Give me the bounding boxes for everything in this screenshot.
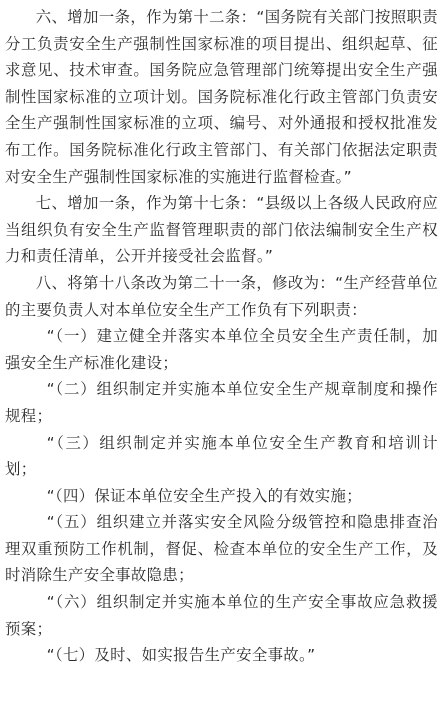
list-item-duty-2: “（二）组织制定并实施本单位安全生产规章制度和操作规程； — [5, 380, 438, 425]
paragraph-article-8: 八、将第十八条改为第二十一条，修改为：“生产经营单位的主要负责人对本单位安全生产工作负有下列职责： — [5, 273, 438, 319]
list-item-duty-1: “（一）建立健全并落实本单位全员安全生产责任制，加强安全生产标准化建设； — [5, 327, 438, 372]
list-item-duty-3: “（三）组织制定并实施本单位安全生产教育和培训计划； — [5, 433, 438, 479]
paragraph-article-7: 七、增加一条，作为第十七条：“县级以上各级人民政府应当组织负有安全生产监督管理职责的部门依法编制安全生产权力和责任清单，公开并接受社会监督。” — [5, 194, 438, 266]
list-item-duty-5: “（五）组织建立并落实安全风险分级管控和隐患排查治理双重预防工作机制，督促、检查本单位的安全生产工作，及时消除生产安全事故隐患； — [5, 513, 438, 585]
list-item-duty-7: “（七）及时、如实报告生产安全事故。” — [46, 646, 316, 665]
list-item-duty-4: “（四）保证本单位安全生产投入的有效实施； — [46, 486, 363, 505]
paragraph-article-6: 六、增加一条，作为第十二条：“国务院有关部门按照职责分工负责安全生产强制性国家标准的项目提出、组织起草、征求意见、技术审查。国务院应急管理部门统筹提出安全生产强制性国家标准的立项计划。国务院标准化行政主管部门负责安全生产强制性国家标准的立项、编号、对外通报和授权批准发布工作。国务院标准化行政主管部门、有关部门依据法定职责对安全生产强制性国家标准的实施进行监督检查。” — [5, 8, 438, 186]
list-item-duty-6: “（六）组织制定并实施本单位的生产安全事故应急救援预案； — [5, 593, 438, 638]
